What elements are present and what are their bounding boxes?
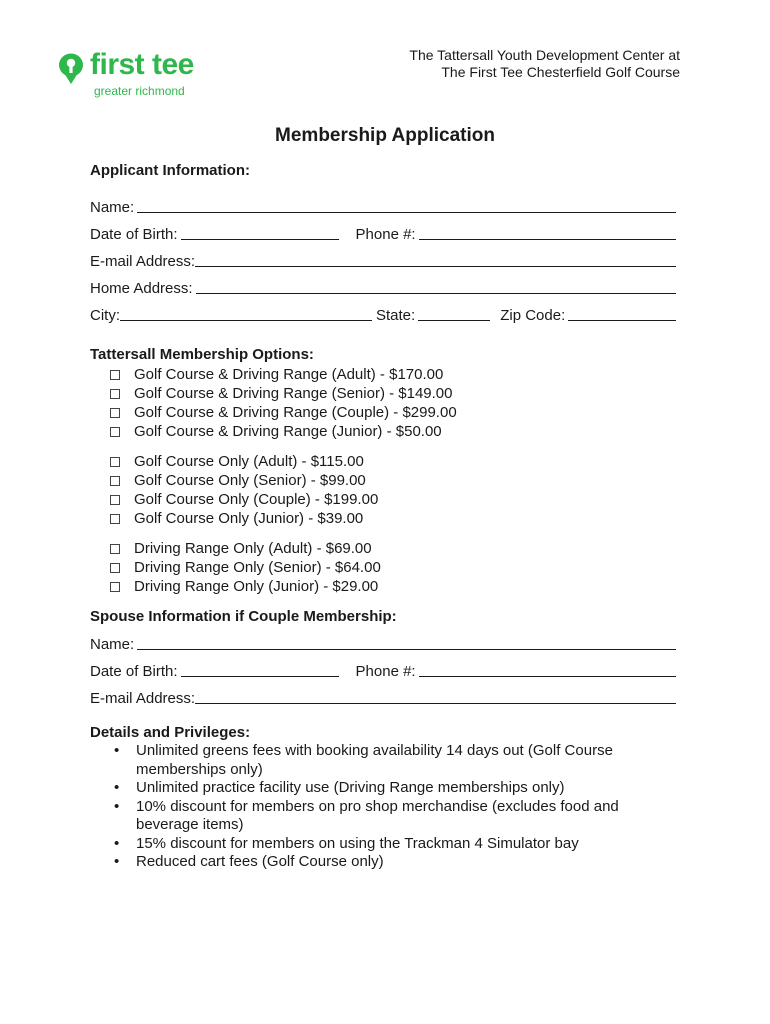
option-label: Golf Course & Driving Range (Couple) - $299.00 bbox=[134, 404, 457, 421]
applicant-name-row bbox=[90, 196, 676, 216]
logo-wordmark: first tee bbox=[90, 48, 194, 81]
org-line-2: The First Tee Chesterfield Golf Course bbox=[441, 64, 680, 80]
option-item[interactable] bbox=[110, 471, 378, 490]
org-line-1: The Tattersall Youth Development Center at bbox=[409, 47, 680, 63]
checkbox[interactable] bbox=[110, 563, 120, 573]
spouse-email-row bbox=[90, 687, 676, 707]
option-item[interactable] bbox=[110, 365, 457, 384]
checkbox[interactable] bbox=[110, 514, 120, 524]
checkbox[interactable] bbox=[110, 370, 120, 380]
spouse-name-row bbox=[90, 633, 676, 653]
applicant-email-row bbox=[90, 250, 676, 270]
option-item[interactable] bbox=[110, 422, 457, 441]
applicant-state-field[interactable] bbox=[418, 319, 490, 321]
option-item[interactable] bbox=[110, 452, 378, 471]
logo-subtitle: greater richmond bbox=[94, 84, 185, 98]
option-item[interactable] bbox=[110, 509, 378, 528]
option-label: Golf Course & Driving Range (Senior) - $149.00 bbox=[134, 385, 453, 402]
applicant-city-row bbox=[90, 304, 676, 324]
spouse-heading: Spouse Information if Couple Membership: bbox=[90, 608, 397, 625]
option-label: Driving Range Only (Senior) - $64.00 bbox=[134, 559, 381, 576]
first-tee-mark-icon bbox=[58, 53, 86, 85]
bullet-icon: • bbox=[114, 779, 120, 796]
applicant-home-label: Home Address: bbox=[90, 280, 193, 297]
options-group-3 bbox=[110, 539, 381, 596]
option-item[interactable] bbox=[110, 403, 457, 422]
applicant-zip-label: Zip Code: bbox=[500, 307, 566, 324]
checkbox[interactable] bbox=[110, 389, 120, 399]
checkbox[interactable] bbox=[110, 476, 120, 486]
spouse-phone-field[interactable] bbox=[419, 675, 676, 677]
applicant-heading: Applicant Information: bbox=[90, 162, 250, 179]
option-label: Golf Course & Driving Range (Adult) - $170.00 bbox=[134, 366, 444, 383]
spouse-email-field[interactable] bbox=[195, 702, 676, 704]
options-group-2 bbox=[110, 452, 378, 528]
spouse-dob-label: Date of Birth: bbox=[90, 663, 178, 680]
applicant-email-field[interactable] bbox=[195, 265, 676, 267]
option-label: Golf Course Only (Junior) - $39.00 bbox=[134, 510, 364, 527]
options-heading: Tattersall Membership Options: bbox=[90, 346, 314, 363]
bullet-icon: • bbox=[114, 797, 120, 815]
list-item: • 10% discount for members on pro shop merchandise (excludes food and beverage items) bbox=[114, 797, 619, 833]
spouse-email-label: E-mail Address: bbox=[90, 690, 196, 707]
list-item: • Reduced cart fees (Golf Course only) bbox=[114, 853, 384, 870]
options-group-1 bbox=[110, 365, 457, 441]
applicant-email-label: E-mail Address: bbox=[90, 253, 196, 270]
spouse-phone-label: Phone #: bbox=[355, 663, 416, 680]
list-item: • Unlimited practice facility use (Driving Range memberships only) bbox=[114, 779, 565, 796]
applicant-name-field[interactable] bbox=[137, 211, 676, 213]
option-label: Golf Course Only (Couple) - $199.00 bbox=[134, 491, 379, 508]
option-item[interactable] bbox=[110, 490, 378, 509]
organization-header bbox=[409, 47, 680, 81]
spouse-dob-field[interactable] bbox=[181, 675, 339, 677]
list-item: • Unlimited greens fees with booking availability 14 days out (Golf Course memberships only) bbox=[114, 742, 613, 778]
applicant-phone-field[interactable] bbox=[419, 238, 676, 240]
details-heading: Details and Privileges: bbox=[90, 724, 251, 741]
option-item[interactable] bbox=[110, 384, 457, 403]
checkbox[interactable] bbox=[110, 408, 120, 418]
spouse-name-field[interactable] bbox=[137, 648, 676, 650]
checkbox[interactable] bbox=[110, 457, 120, 467]
bullet-icon: • bbox=[114, 834, 120, 852]
bullet-icon: • bbox=[114, 853, 120, 870]
option-label: Driving Range Only (Junior) - $29.00 bbox=[134, 578, 379, 595]
first-tee-logo bbox=[58, 50, 218, 100]
checkbox[interactable] bbox=[110, 544, 120, 554]
option-item[interactable] bbox=[110, 577, 381, 596]
checkbox[interactable] bbox=[110, 495, 120, 505]
list-item: • 15% discount for members on using the Trackman 4 Simulator bay bbox=[114, 834, 579, 852]
applicant-dob-label: Date of Birth: bbox=[90, 226, 178, 243]
applicant-home-field[interactable] bbox=[196, 292, 676, 294]
applicant-zip-field[interactable] bbox=[568, 319, 676, 321]
applicant-city-field[interactable] bbox=[120, 319, 372, 321]
applicant-state-label: State: bbox=[376, 307, 416, 324]
applicant-home-row bbox=[90, 277, 676, 297]
applicant-dob-phone-row bbox=[90, 223, 676, 243]
option-label: Golf Course & Driving Range (Junior) - $50.00 bbox=[134, 423, 442, 440]
checkbox[interactable] bbox=[110, 582, 120, 592]
applicant-phone-label: Phone #: bbox=[355, 226, 416, 243]
page-title: Membership Application bbox=[275, 125, 495, 146]
applicant-city-label: City: bbox=[90, 307, 120, 324]
details-list bbox=[114, 742, 634, 872]
spouse-name-label: Name: bbox=[90, 636, 135, 653]
bullet-icon: • bbox=[114, 742, 120, 759]
applicant-dob-field[interactable] bbox=[181, 238, 339, 240]
option-label: Driving Range Only (Adult) - $69.00 bbox=[134, 540, 372, 557]
option-item[interactable] bbox=[110, 558, 381, 577]
checkbox[interactable] bbox=[110, 427, 120, 437]
option-item[interactable] bbox=[110, 539, 381, 558]
option-label: Golf Course Only (Senior) - $99.00 bbox=[134, 472, 366, 489]
option-label: Golf Course Only (Adult) - $115.00 bbox=[134, 453, 364, 470]
applicant-name-label: Name: bbox=[90, 199, 135, 216]
spouse-dob-phone-row bbox=[90, 660, 676, 680]
